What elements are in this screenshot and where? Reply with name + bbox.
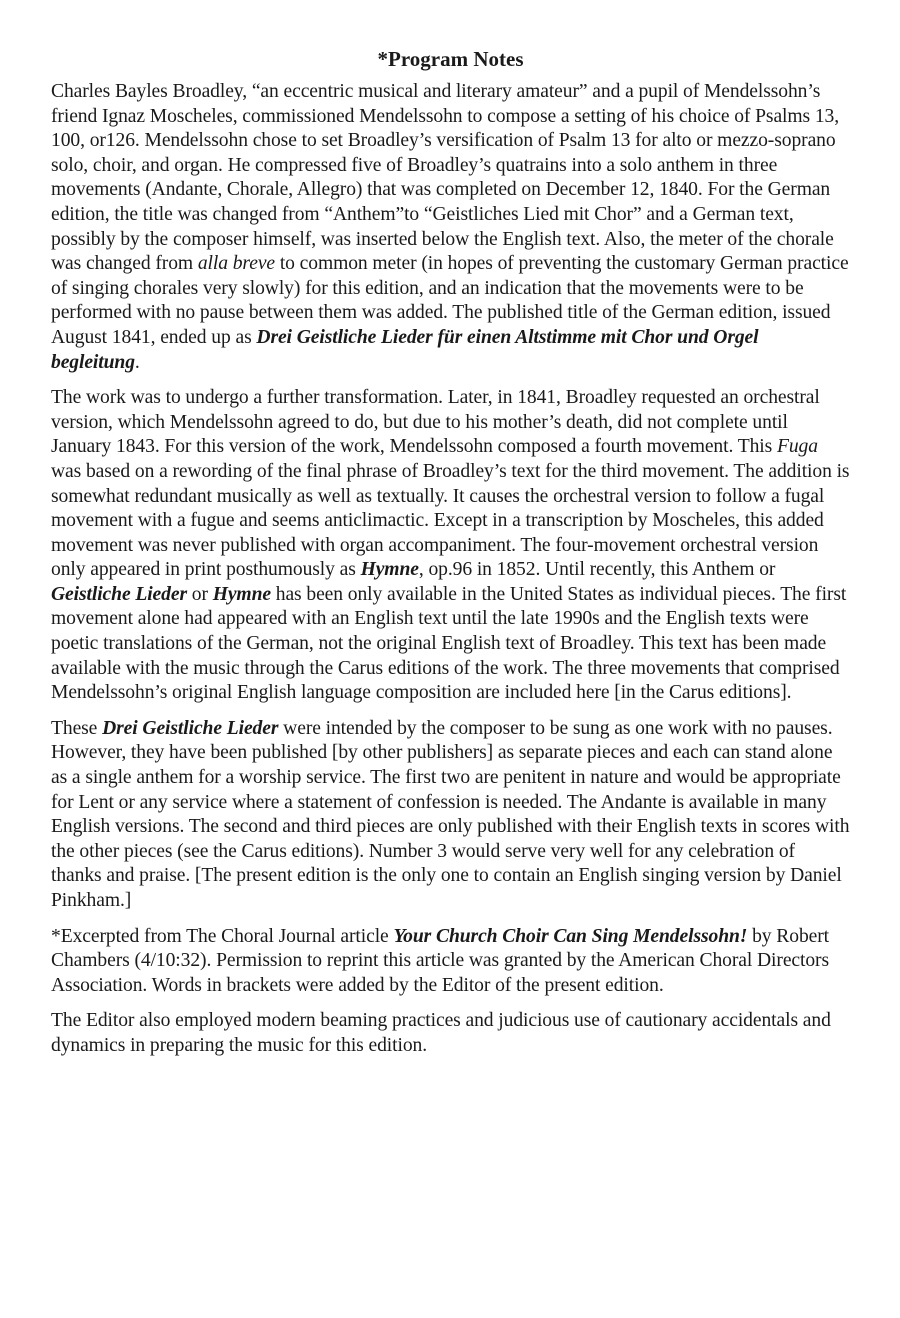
paragraph-1-italic-alla-breve: alla breve [197, 253, 276, 275]
paragraph-2-text-e: has been only available in the United States as individual pieces. The first movement alone had appeared with an English text until the late 1990s and the English texts were poetic translations of the German, not the original English text of Broadley. This text has been made available with the music through the Carus editions of the work. The three movements that comprised Mendelssohn’s original English language composition are included here [in the Carus editions]. [51, 583, 847, 704]
paragraph-4-text-b: by Robert Chambers (4/10:32). Permission to reprint this article was granted by the American Choral Directors Association. Words in brackets were added by the Editor of the present edition. [51, 925, 830, 996]
paragraph-3-text-b: were intended by the composer to be sung as one work with no pauses. However, they have been published [by other publishers] as separate pieces and each can stand alone as a single anthem for a worship service. The first two are penitent in nature and would be appropriate for Lent or any service where a statement of confession is needed. The Andante is available in many English versions. The second and third pieces are only published with their English texts in scores with the other pieces (see the Carus editions). Number 3 would serve very well for any celebration of thanks and praise. [The present edition is the only one to contain an English singing version by Daniel Pinkham.] [51, 717, 850, 911]
paragraph-1-text-c: . [134, 351, 140, 373]
paragraph-5-text: The Editor also employed modern beaming practices and judicious use of cautionary accidentals and dynamics in preparing the music for this edition. [51, 1010, 831, 1056]
paragraph-2-text-b: was based on a rewording of the final phrase of Broadley’s text for the third movement. The addition is somewhat redundant musically as well as textually. It causes the orchestral version to follow a fugal movement with a fugue and seems anticlimactic. Except in a transcription by Moscheles, this added movement was never published with organ accompaniment. The four-movement orchestral version only appeared in print posthumously as [51, 460, 850, 581]
paragraph-2-title-geistliche-lieder: Geistliche Lieder [51, 583, 187, 605]
paragraph-2-title-hymne: Hymne [360, 559, 419, 581]
paragraph-3-work-title: Drei Geistliche Lieder [102, 717, 279, 739]
paragraph-1-text-a: Charles Bayles Broadley, “an eccentric musical and literary amateur” and a pupil of Mendelssohn’s friend Ignaz Moscheles, commissioned Mendelssohn to compose a setting of his choice of Psalms 13, 100, or126. Mendelssohn chose to set Broadley’s versification of Psalm 13 for alto or mezzo-soprano solo, choir, and organ. He compressed five of Broadley’s quatrains into a solo anthem in three movements (Andante, Chorale, Allegro) that was completed on December 12, 1840. For the German edition, the title was changed from “Anthem”to “Geistliches Lied mit Chor” and a German text, possibly by the composer himself, was inserted below the English text. Also, the meter of the chorale was changed from [51, 81, 840, 275]
paragraph-2-text-a: The work was to undergo a further transformation. Later, in 1841, Broadley requested an orchestral version, which Mendelssohn agreed to do, but due to his mother’s death, did not complete until January 1843. For this version of the work, Mendelssohn composed a fourth movement. This [51, 387, 820, 458]
paragraph-4-text-a: *Excerpted from The Choral Journal article [51, 925, 394, 947]
paragraph-2-text-d: or [186, 583, 213, 605]
paragraph-4-footnote [51, 925, 850, 999]
paragraph-5 [51, 1009, 850, 1058]
paragraph-1-text-b: to common meter (in hopes of preventing the customary German practice of singing chorales very slowly) for this edition, and an indication that the movements were to be performed with no pause between them was added. The published title of the German edition, issued August 1841, ended up as [51, 253, 849, 348]
page-title: *Program Notes [377, 47, 524, 71]
paragraph-1-work-title: Drei Geistliche Lieder für einen Altstimme mit Chor und Orgel begleitung [51, 326, 759, 373]
paragraph-2-title-hymne-2: Hymne [212, 583, 271, 605]
paragraph-1 [51, 80, 850, 375]
paragraph-3-text-a: These [51, 717, 103, 739]
paragraph-3 [51, 717, 850, 914]
paragraph-4-article-title: Your Church Choir Can Sing Mendelssohn! [393, 925, 748, 947]
paragraph-2-italic-fuga: Fuga [776, 436, 818, 458]
paragraph-2 [51, 386, 850, 706]
paragraph-2-text-c: , op.96 in 1852. Until recently, this Anthem or [418, 559, 776, 581]
